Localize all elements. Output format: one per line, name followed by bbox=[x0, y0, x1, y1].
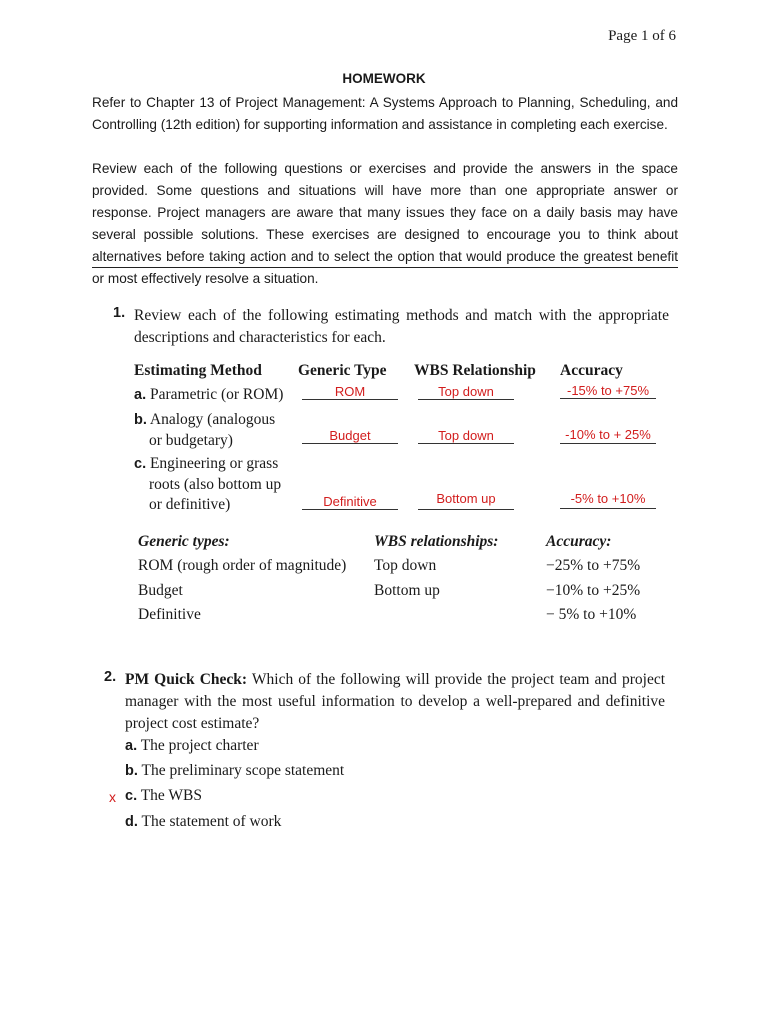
option-b[interactable] bbox=[125, 762, 344, 780]
method-row-c bbox=[134, 454, 281, 516]
selected-answer-mark: x bbox=[109, 789, 116, 805]
ref-accuracy-item: −25% to +75% bbox=[546, 557, 641, 574]
option-text: The preliminary scope statement bbox=[141, 762, 345, 779]
ref-accuracy-header: Accuracy: bbox=[546, 533, 612, 550]
ref-accuracy-item: −10% to +25% bbox=[546, 582, 641, 599]
option-letter: a. bbox=[125, 738, 138, 754]
question-2-text bbox=[125, 669, 665, 735]
ref-generic-item: ROM (rough order of magnitude) bbox=[138, 557, 347, 574]
ref-generic-item: Budget bbox=[138, 582, 183, 599]
question-2-lead: PM Quick Check: bbox=[125, 671, 248, 688]
answer-line bbox=[302, 399, 398, 400]
answer-line bbox=[302, 509, 398, 510]
header-generic-type: Generic Type bbox=[298, 362, 387, 379]
answer-line bbox=[418, 443, 514, 444]
option-text: The statement of work bbox=[141, 813, 282, 830]
section-divider bbox=[92, 267, 678, 268]
ref-generic-item: Definitive bbox=[138, 606, 201, 623]
answer-line bbox=[560, 443, 656, 444]
answer-line bbox=[560, 508, 656, 509]
answer-line bbox=[560, 398, 656, 399]
intro-paragraph-2: Review each of the following questions or exercises and provide the answers in the space provided. Some questions and situations will have more than one appropriate answer or response. Project managers are aware that many issues they face on a daily basis may have several possible solutions. These exercises are designed to encourage you to think about alternatives before taking action and to select the option that would produce the greatest benefit or most effectively resolve a situation. bbox=[92, 161, 678, 286]
option-letter: b. bbox=[125, 763, 138, 779]
option-letter: c. bbox=[125, 788, 138, 804]
answer-generic-a[interactable]: ROM bbox=[334, 384, 366, 399]
method-name-line: or budgetary) bbox=[149, 431, 233, 449]
ref-accuracy-item: − 5% to +10% bbox=[546, 606, 637, 623]
method-row-b bbox=[134, 410, 275, 451]
method-name-line: Analogy (analogous bbox=[149, 411, 276, 428]
answer-generic-c[interactable]: Definitive bbox=[323, 494, 377, 509]
ref-generic-header: Generic types: bbox=[138, 533, 230, 550]
header-wbs-relationship: WBS Relationship bbox=[414, 362, 536, 379]
question-2-number: 2. bbox=[104, 669, 117, 685]
method-name-line: Parametric (or ROM) bbox=[149, 386, 284, 403]
answer-line bbox=[418, 509, 514, 510]
answer-accuracy-a[interactable]: -15% to +75% bbox=[566, 383, 650, 398]
answer-wbs-a[interactable]: Top down bbox=[438, 384, 494, 399]
question-1-number: 1. bbox=[113, 305, 126, 321]
page-number: Page 1 of 6 bbox=[608, 28, 676, 44]
answer-accuracy-b[interactable]: -10% to + 25% bbox=[565, 427, 651, 442]
option-d[interactable] bbox=[125, 813, 281, 831]
answer-wbs-c[interactable]: Bottom up bbox=[436, 491, 496, 506]
answer-accuracy-c[interactable]: -5% to +10% bbox=[570, 491, 646, 506]
answer-line bbox=[418, 399, 514, 400]
header-accuracy: Accuracy bbox=[560, 362, 623, 379]
document-title: HOMEWORK bbox=[342, 71, 426, 86]
method-name-line: roots (also bottom up bbox=[149, 475, 282, 493]
method-name-line: or definitive) bbox=[149, 496, 231, 513]
answer-wbs-b[interactable]: Top down bbox=[438, 428, 494, 443]
header-estimating-method: Estimating Method bbox=[134, 362, 262, 379]
method-letter: a. bbox=[134, 387, 147, 403]
question-2-body: Which of the following will provide the project team and project manager with the most useful information to develop a well-prepared and definitive project cost estimate? bbox=[125, 671, 666, 732]
ref-wbs-item: Bottom up bbox=[374, 582, 440, 599]
answer-line bbox=[302, 443, 398, 444]
method-name-line: Engineering or grass bbox=[149, 455, 279, 472]
intro-paragraph-1: Refer to Chapter 13 of Project Management: A Systems Approach to Planning, Scheduling, and Controlling (12th edition) for supporting information and assistance in completing each exercise. bbox=[92, 95, 678, 132]
ref-wbs-item: Top down bbox=[374, 557, 437, 574]
question-1-text: Review each of the following estimating methods and match with the appropriate descriptions and characteristics for each. bbox=[134, 307, 669, 346]
option-letter: d. bbox=[125, 814, 138, 830]
method-letter: c. bbox=[134, 456, 147, 472]
option-text: The WBS bbox=[140, 787, 202, 804]
answer-generic-b[interactable]: Budget bbox=[329, 428, 371, 443]
method-row-a bbox=[134, 385, 283, 406]
method-letter: b. bbox=[134, 412, 147, 428]
option-a[interactable] bbox=[125, 737, 259, 755]
option-c[interactable] bbox=[125, 787, 202, 805]
option-text: The project charter bbox=[140, 737, 259, 754]
ref-wbs-header: WBS relationships: bbox=[374, 533, 499, 550]
